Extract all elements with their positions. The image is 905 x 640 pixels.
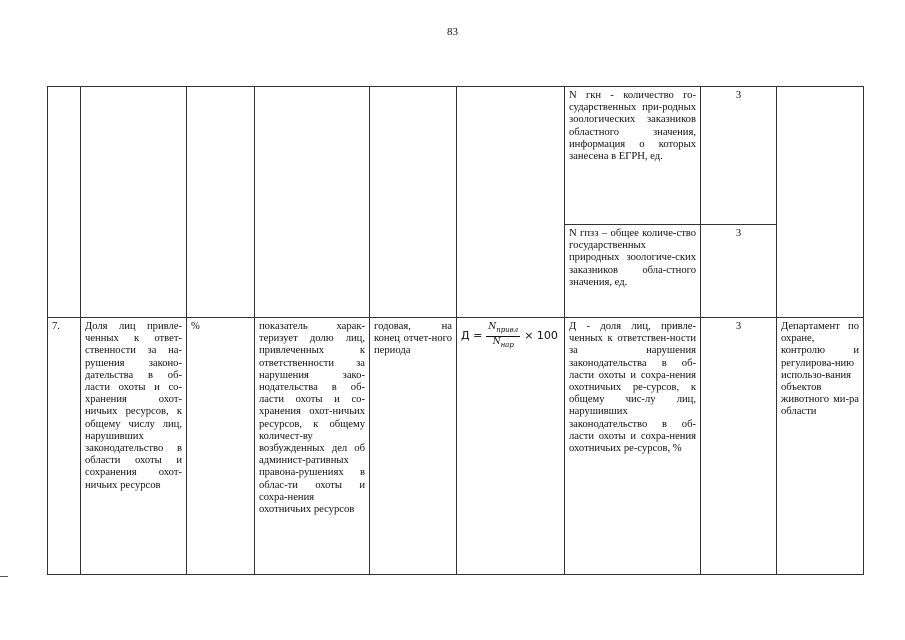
cell-variable-n-gpzz: N гпзз – общее количе-ство государственных природных зоологиче-ских заказников обла-стного значения, ед. <box>565 225 701 318</box>
cell-variables: Д - доля лиц, привле-ченных к ответствен-ности за нарушения законодательства в об-ласти охоты и сохра-нения охотничьих ре-сурсов, к общему чис-лу лиц, нарушивших законодательство в об-ласти охоты и сохра-нения охотничьих ре-сурсов, % <box>565 318 701 575</box>
indicator-table <box>47 86 864 575</box>
cell-value: 3 <box>701 318 777 575</box>
formula-denominator <box>491 337 516 351</box>
table-row-cont-1 <box>48 87 864 225</box>
formula-numerator-base: N <box>488 322 497 332</box>
cell-variable-n-gkn: N гкн - количество го-сударственных при-родных зоологических заказников областного значения, информация о которых занесена в ЕГРН, ед. <box>565 87 701 225</box>
formula-lhs: Д = <box>461 329 483 343</box>
formula-denominator-base: N <box>492 336 501 347</box>
formula-rhs: × 100 <box>524 329 558 343</box>
cell-periodicity: годовая, на конец отчет-ного периода <box>370 318 457 575</box>
cell-name-empty <box>81 87 187 318</box>
table-row-item-7 <box>48 318 864 575</box>
cell-periodicity-empty <box>370 87 457 318</box>
formula-denominator-sub: нар <box>500 340 514 349</box>
cell-unit-empty <box>187 87 255 318</box>
formula-numerator <box>486 322 520 337</box>
cell-description-empty <box>255 87 370 318</box>
cell-number: 7. <box>48 318 81 575</box>
cell-formula <box>457 318 565 575</box>
cell-name: Доля лиц привле-ченных к ответ-ственности за на-рушения законо-дательства в об-ласти охоты и со-хранения охот-ничьих ресурсов, к общему числу лиц, нарушивших законодательство в области охоты и сохранения охот-ничьих ресурсов <box>81 318 187 575</box>
cell-responsible-empty <box>777 87 864 318</box>
formula-numerator-sub: привл <box>496 325 519 334</box>
cell-value-n-gkn: 3 <box>701 87 777 225</box>
formula <box>461 321 560 351</box>
cell-value-n-gpzz: 3 <box>701 225 777 318</box>
cell-unit: % <box>187 318 255 575</box>
cell-description: показатель харак-теризует долю лиц, привлеченных к ответственности за нарушения зако-нодательства в об-ласти охоты и со-хранения охот-ничьих ресурсов, к общему количест-ву возбужденных дел об админист-ративных правона-рушениях в облас-ти охоты и сохра-нения охотничьих ресурсов <box>255 318 370 575</box>
cell-responsible: Департамент по охране, контролю и регулирова-нию использо-вания объектов животного ми-ра области <box>777 318 864 575</box>
page-number: 83 <box>447 26 458 38</box>
formula-fraction <box>486 322 520 351</box>
margin-mark <box>0 576 8 577</box>
cell-number-empty <box>48 87 81 318</box>
cell-formula-empty <box>457 87 565 318</box>
